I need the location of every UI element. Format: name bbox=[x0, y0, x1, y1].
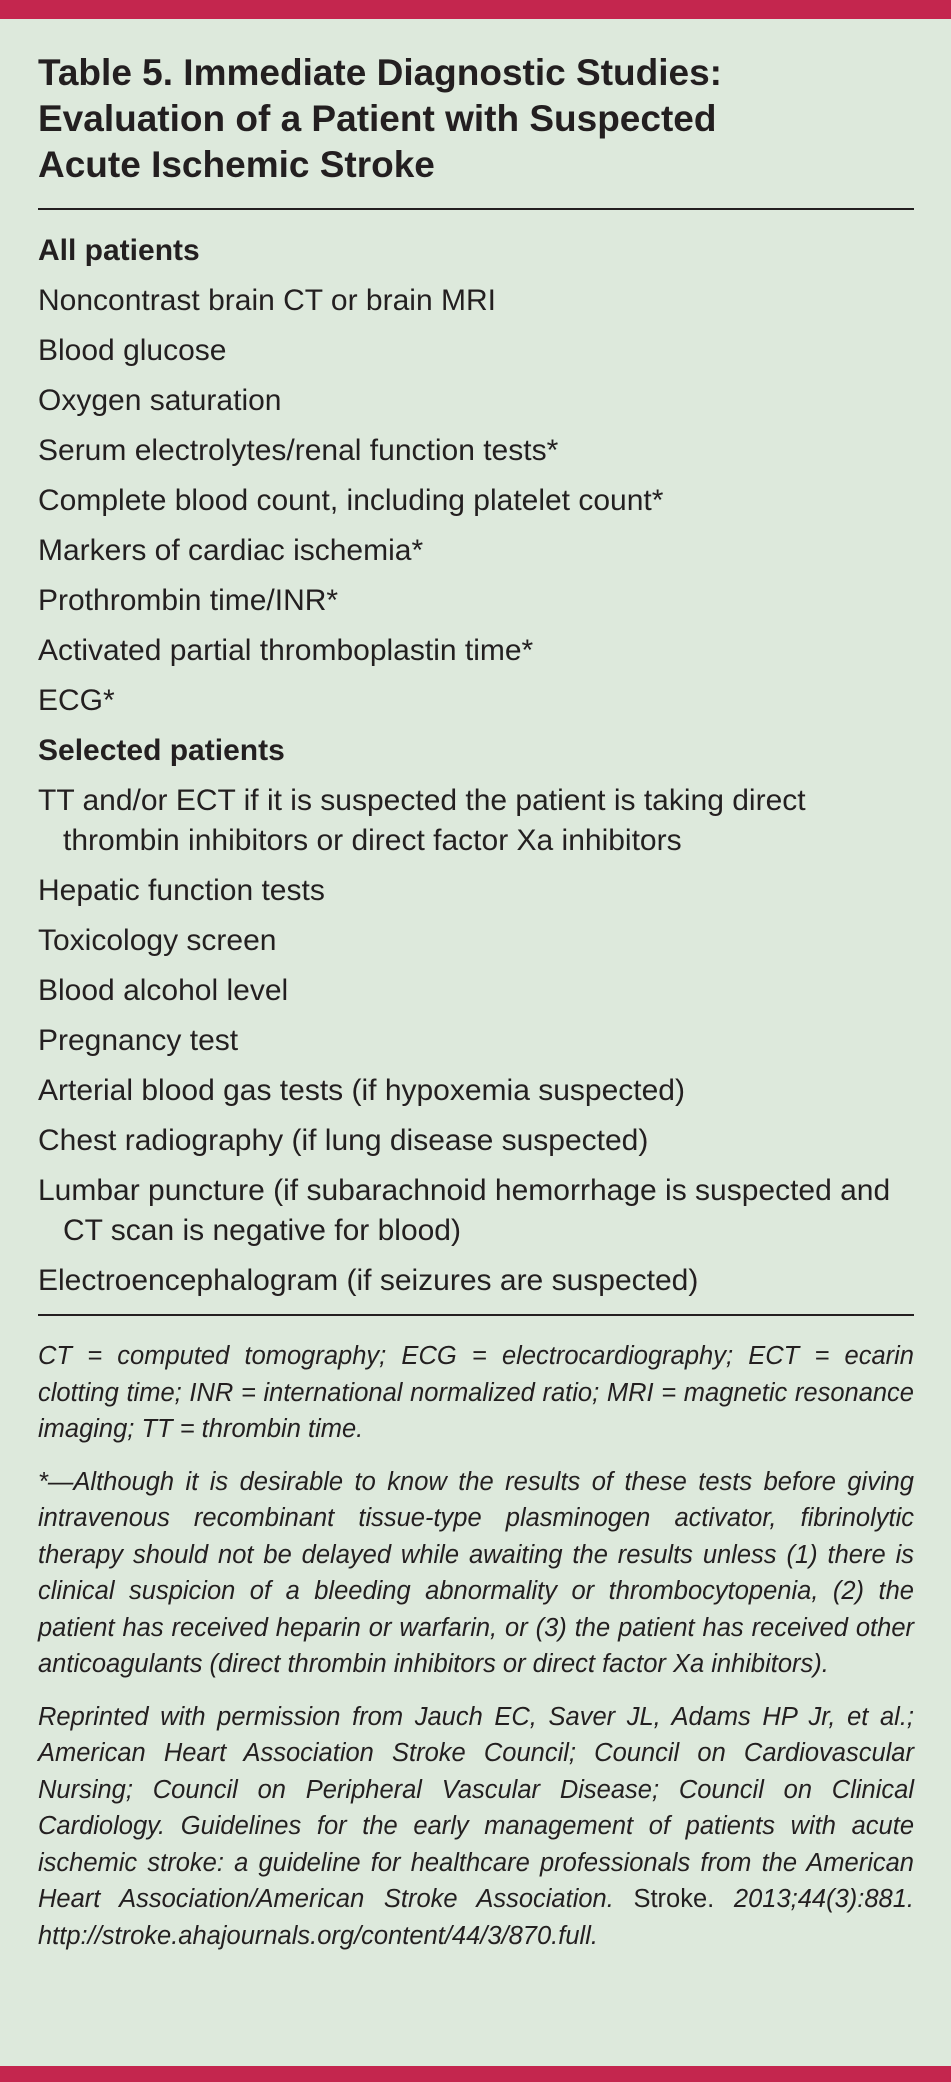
all-patients-section bbox=[38, 226, 914, 726]
list-item: Hepatic function tests bbox=[38, 874, 325, 907]
list-item: Markers of cardiac ischemia* bbox=[38, 534, 424, 567]
list-item: Pregnancy test bbox=[38, 1024, 239, 1057]
list-item: Oxygen saturation bbox=[38, 384, 282, 417]
title-divider bbox=[38, 208, 914, 210]
list-item: Blood glucose bbox=[38, 334, 227, 367]
list-item: Blood alcohol level bbox=[38, 974, 289, 1007]
list-item: TT and/or ECT if it is suspected the patient is taking direct thrombin inhibitors or direct factor Xa inhibitors bbox=[38, 784, 806, 857]
title-line: Evaluation of a Patient with Suspected bbox=[38, 98, 717, 139]
title-line: Table 5. Immediate Diagnostic Studies: bbox=[38, 52, 722, 93]
list-item: ECG* bbox=[38, 684, 115, 717]
reprint-journal: Stroke. bbox=[633, 1885, 715, 1913]
bottom-accent-bar bbox=[0, 2066, 951, 2082]
list-item: Arterial blood gas tests (if hypoxemia suspected) bbox=[38, 1074, 685, 1107]
title-line: Acute Ischemic Stroke bbox=[38, 144, 435, 185]
list-item: Noncontrast brain CT or brain MRI bbox=[38, 284, 496, 317]
table-title bbox=[38, 50, 914, 188]
table-card bbox=[38, 50, 914, 1970]
list-item: Lumbar puncture (if subarachnoid hemorrhage is suspected and CT scan is negative for blood) bbox=[38, 1174, 891, 1247]
section-heading: All patients bbox=[38, 234, 200, 267]
top-accent-bar bbox=[0, 0, 951, 19]
asterisk-note: *—Although it is desirable to know the results of these tests before giving intravenous recombinant tissue-type plasminogen activator, fibrinolytic therapy should not be delayed while awaiting the results unless (1) there is clinical suspicion of a bleeding abnormality or thrombocytopenia, (2) the patient has received heparin or warfarin, or (3) the patient has received other anticoagulants (direct thrombin inhibitors or direct factor Xa inhibitors). bbox=[38, 1467, 914, 1678]
list-item: Prothrombin time/INR* bbox=[38, 584, 339, 617]
table-footnotes bbox=[38, 1338, 914, 1954]
abbreviations-note: CT = computed tomography; ECG = electrocardiography; ECT = ecarin clotting time; INR = international normalized ratio; MRI = magnetic resonance imaging; TT = thrombin time. bbox=[38, 1342, 914, 1443]
list-item: Electroencephalogram (if seizures are suspected) bbox=[38, 1264, 699, 1297]
list-item: Chest radiography (if lung disease suspected) bbox=[38, 1124, 649, 1157]
list-item: Toxicology screen bbox=[38, 924, 277, 957]
section-heading: Selected patients bbox=[38, 734, 285, 767]
table-bottom-divider bbox=[38, 1314, 914, 1316]
reprint-citation: 2013;44(3):881. http://stroke.ahajournals.org/content/44/3/870.full. bbox=[38, 1885, 914, 1950]
reprint-credit bbox=[38, 1699, 914, 1955]
list-item: Serum electrolytes/renal function tests* bbox=[38, 434, 559, 467]
reprint-intro: Reprinted with permission from Jauch EC, Saver JL, Adams HP Jr, et al.; American Heart Association Stroke Council; Council on Cardiovascular Nursing; Council on Peripheral Vascular Disease; Council on Clinical Cardiology. Guidelines for the early management of patients with acute ischemic stroke: a guideline for healthcare professionals from the American Heart Association/American Stroke Association. bbox=[38, 1702, 914, 1913]
selected-patients-section bbox=[38, 726, 914, 1306]
list-item: Complete blood count, including platelet count* bbox=[38, 484, 664, 517]
list-item: Activated partial thromboplastin time* bbox=[38, 634, 534, 667]
